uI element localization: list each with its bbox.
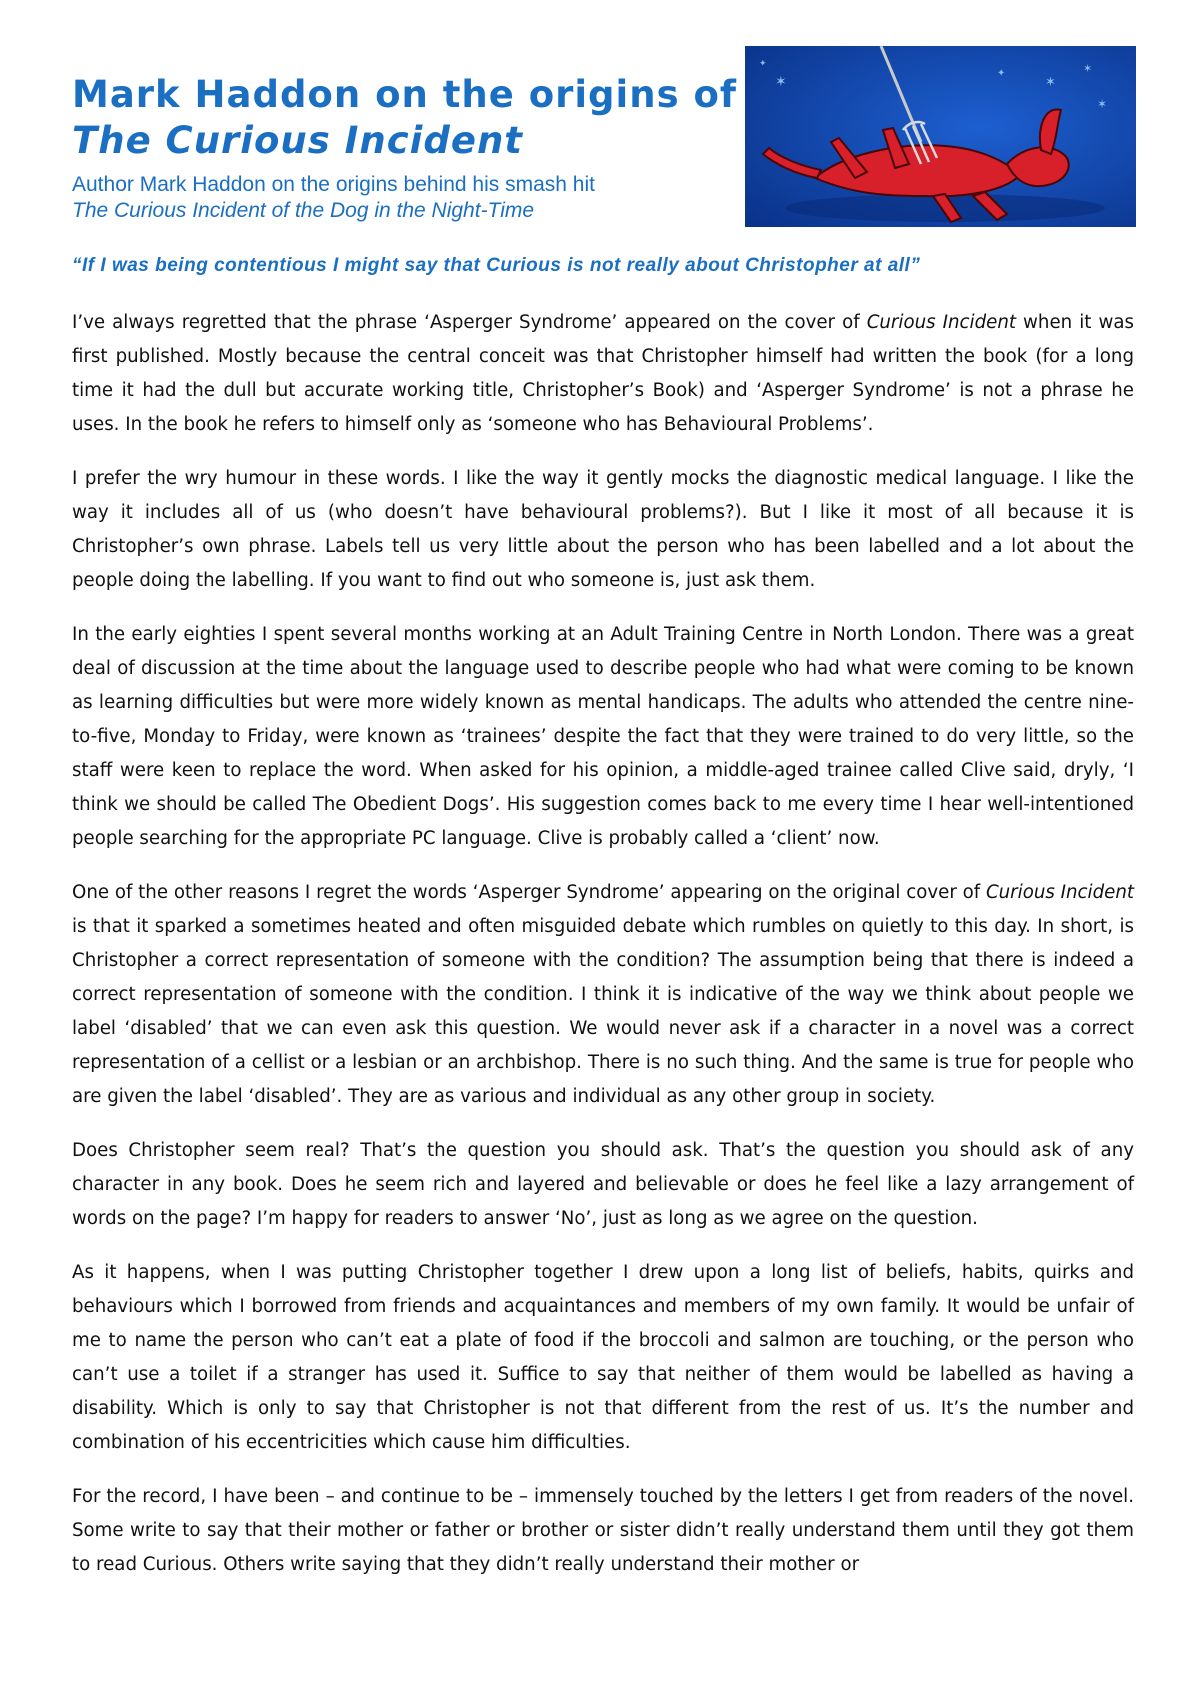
- article-subtitle: [72, 172, 752, 224]
- paragraph-4-text-a: One of the other reasons I regret the words ‘Asperger Syndrome’ appearing on the original cover of: [72, 882, 986, 903]
- svg-text:✶: ✶: [1045, 75, 1056, 90]
- title-line-1: Mark Haddon on the origins of: [72, 73, 737, 116]
- paragraph-3: In the early eighties I spent several months working at an Adult Training Centre in North London. There was a great deal of discussion at the time about the language used to describe people who had what were coming to be known as learning difficulties but were more widely known as mental handicaps. The adults who attended the centre nine-to-five, Monday to Friday, were known as ‘trainees’ despite the fact that they were trained to do very little, so the staff were keen to replace the word. When asked for his opinion, a middle-aged trainee called Clive said, dryly, ‘I think we should be called The Obedient Dogs’. His suggestion comes back to me every time I hear well-intentioned people searching for the appropriate PC language. Clive is probably called a ‘client’ now.: [72, 624, 1134, 849]
- svg-text:✦: ✦: [759, 59, 767, 69]
- svg-text:✶: ✶: [1097, 97, 1108, 111]
- paragraph-4-text-b: is that it sparked a sometimes heated and often misguided debate which rumbles on quietly to this day. In short, is Christopher a correct representation of someone with the condition? The assumption being that there is indeed a correct representation of someone with the condition. I think it is indicative of the way we think about people we label ‘disabled’ that we can even ask this question. We would never ask if a character in a novel was a correct representation of a cellist or a lesbian or an archbishop. There is no such thing. And the same is true for people who are given the label ‘disabled’. They are as various and individual as any other group in society.: [72, 916, 1134, 1107]
- svg-text:✶: ✶: [775, 74, 787, 90]
- pull-quote: “If I was being contentious I might say that Curious is not really about Christopher at all”: [72, 255, 921, 276]
- paragraph-4: [72, 876, 1134, 1114]
- subtitle-line-2: The Curious Incident of the Dog in the Night-Time: [72, 199, 535, 222]
- paragraph-1-text-b: when it was first published. Mostly because the central conceit was that Christopher himself had written the book (for a long time it had the dull but accurate working title, Christopher’s Book) and ‘Asperger Syndrome’ is not a phrase he uses. In the book he refers to himself only as ‘someone who has Behavioural Problems’.: [72, 312, 1134, 435]
- book-title-reference: Curious Incident: [985, 882, 1134, 903]
- article-title: [72, 72, 772, 164]
- book-cover-image: [745, 46, 1136, 227]
- title-line-2: The Curious Incident: [72, 119, 523, 162]
- paragraph-1: [72, 306, 1134, 442]
- paragraph-6: As it happens, when I was putting Christopher together I drew upon a long list of beliefs, habits, quirks and behaviours which I borrowed from friends and acquaintances and members of my own family. It would be unfair of me to name the person who can’t eat a plate of food if the broccoli and salmon are touching, or the person who can’t use a toilet if a stranger has used it. Suffice to say that neither of them would be labelled as having a disability. Which is only to say that Christopher is not that different from the rest of us. It’s the number and combination of his eccentricities which cause him difficulties.: [72, 1262, 1134, 1453]
- dog-illustration-icon: [745, 46, 1136, 227]
- svg-text:✶: ✶: [1083, 62, 1093, 75]
- book-title-reference: Curious Incident: [866, 312, 1016, 333]
- paragraph-5: Does Christopher seem real? That’s the question you should ask. That’s the question you should ask of any character in any book. Does he seem rich and layered and believable or does he feel like a lazy arrangement of words on the page? I’m happy for readers to answer ‘No’, just as long as we agree on the question.: [72, 1140, 1134, 1229]
- svg-text:✦: ✦: [997, 68, 1006, 79]
- subtitle-line-1: Author Mark Haddon on the origins behind his smash hit: [72, 173, 595, 196]
- paragraph-1-text-a: I’ve always regretted that the phrase ‘Asperger Syndrome’ appeared on the cover of: [72, 312, 867, 333]
- paragraph-7: For the record, I have been – and continue to be – immensely touched by the letters I get from readers of the novel. Some write to say that their mother or father or brother or sister didn’t really understand them until they got them to read Curious. Others write saying that they didn’t really understand their mother or: [72, 1486, 1134, 1575]
- paragraph-2: I prefer the wry humour in these words. I like the way it gently mocks the diagnostic medical language. I like the way it includes all of us (who doesn’t have behavioural problems?). But I like it most of all because it is Christopher’s own phrase. Labels tell us very little about the person who has been labelled and a lot about the people doing the labelling. If you want to find out who someone is, just ask them.: [72, 468, 1134, 591]
- article-body: [72, 306, 1134, 1602]
